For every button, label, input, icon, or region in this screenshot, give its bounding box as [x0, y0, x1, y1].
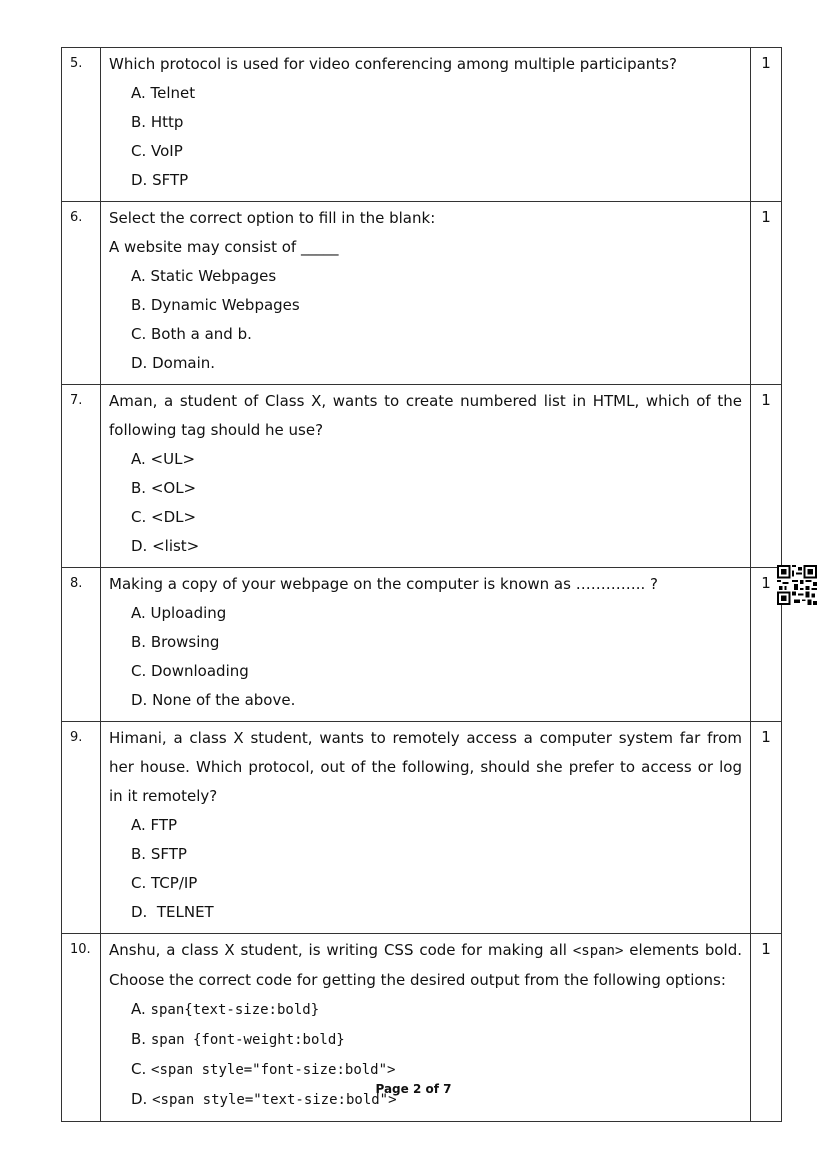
marks: 1 — [751, 722, 782, 934]
question-stem: Select the correct option to fill in the blank: — [109, 209, 436, 227]
marks: 1 — [751, 934, 782, 1122]
question-body — [101, 568, 751, 722]
question-number: 8. — [62, 568, 101, 722]
question-table — [61, 47, 782, 1122]
option: A. Telnet — [131, 84, 196, 102]
question-stem: Himani, a class X student, wants to remotely access a computer system far from her house. Which protocol, out of the following, should she prefer to access or log in it remotely? — [109, 729, 742, 805]
question-stem: Aman, a student of Class X, wants to create numbered list in HTML, which of the following tag should he use? — [109, 392, 742, 439]
option-code: <span style="font-size:bold"> — [151, 1062, 396, 1078]
option-letter: A. — [131, 1000, 146, 1018]
option: B. Http — [131, 113, 184, 131]
question-row — [62, 385, 782, 568]
option-letter: D. — [131, 1090, 148, 1108]
option: B. Dynamic Webpages — [131, 296, 300, 314]
option: C. Both a and b. — [131, 325, 252, 343]
question-row — [62, 568, 782, 722]
question-row — [62, 202, 782, 385]
option-code: span{text-size:bold} — [150, 1002, 320, 1018]
question-body — [101, 48, 751, 202]
option: C. <DL> — [131, 508, 197, 526]
option: B. SFTP — [131, 845, 187, 863]
option: C. Downloading — [131, 662, 249, 680]
marks: 1 — [751, 568, 782, 722]
page-number: 2 — [412, 1082, 422, 1096]
question-number: 7. — [62, 385, 101, 568]
question-row — [62, 48, 782, 202]
marks: 1 — [751, 48, 782, 202]
footer-of: of — [421, 1082, 444, 1096]
question-number: 5. — [62, 48, 101, 202]
marks: 1 — [751, 202, 782, 385]
option: D. SFTP — [131, 171, 189, 189]
question-body — [101, 385, 751, 568]
inline-code: <span> — [572, 943, 624, 959]
option: D. None of the above. — [131, 691, 296, 709]
option: A. FTP — [131, 816, 178, 834]
option-letter: C. — [131, 1060, 147, 1078]
question-number: 6. — [62, 202, 101, 385]
option — [109, 1055, 742, 1085]
option: A. Uploading — [131, 604, 227, 622]
option: A. <UL> — [131, 450, 196, 468]
option: D. TELNET — [131, 903, 214, 921]
option: C. VoIP — [131, 142, 183, 160]
option — [109, 1025, 742, 1055]
option: D. <list> — [131, 537, 200, 555]
question-stem: Which protocol is used for video conferencing among multiple participants? — [109, 55, 677, 73]
question-stem-line: A website may consist of _____ — [109, 238, 339, 256]
stem-text: elements bold. Choose the correct code for getting the desired output from the following options: — [109, 941, 742, 989]
option: B. Browsing — [131, 633, 220, 651]
question-number: 9. — [62, 722, 101, 934]
question-stem — [109, 936, 742, 995]
stem-text: Anshu, a class X student, is writing CSS code for making all — [109, 941, 573, 959]
option: C. TCP/IP — [131, 874, 198, 892]
option-code: <span style="text-size:bold"> — [152, 1092, 397, 1108]
option-code: span {font-weight:bold} — [150, 1032, 345, 1048]
question-body — [101, 202, 751, 385]
option-letter: B. — [131, 1030, 147, 1048]
option — [109, 995, 742, 1025]
option: A. Static Webpages — [131, 267, 277, 285]
option: D. Domain. — [131, 354, 216, 372]
qr-code-icon — [777, 565, 817, 605]
question-row — [62, 722, 782, 934]
question-stem: Making a copy of your webpage on the computer is known as ………….. ? — [109, 575, 658, 593]
marks: 1 — [751, 385, 782, 568]
option: B. <OL> — [131, 479, 197, 497]
page-footer — [0, 1082, 827, 1096]
question-body — [101, 722, 751, 934]
question-number: 10. — [62, 934, 101, 1122]
page-total: 7 — [443, 1082, 452, 1096]
footer-prefix: Page — [375, 1082, 413, 1096]
